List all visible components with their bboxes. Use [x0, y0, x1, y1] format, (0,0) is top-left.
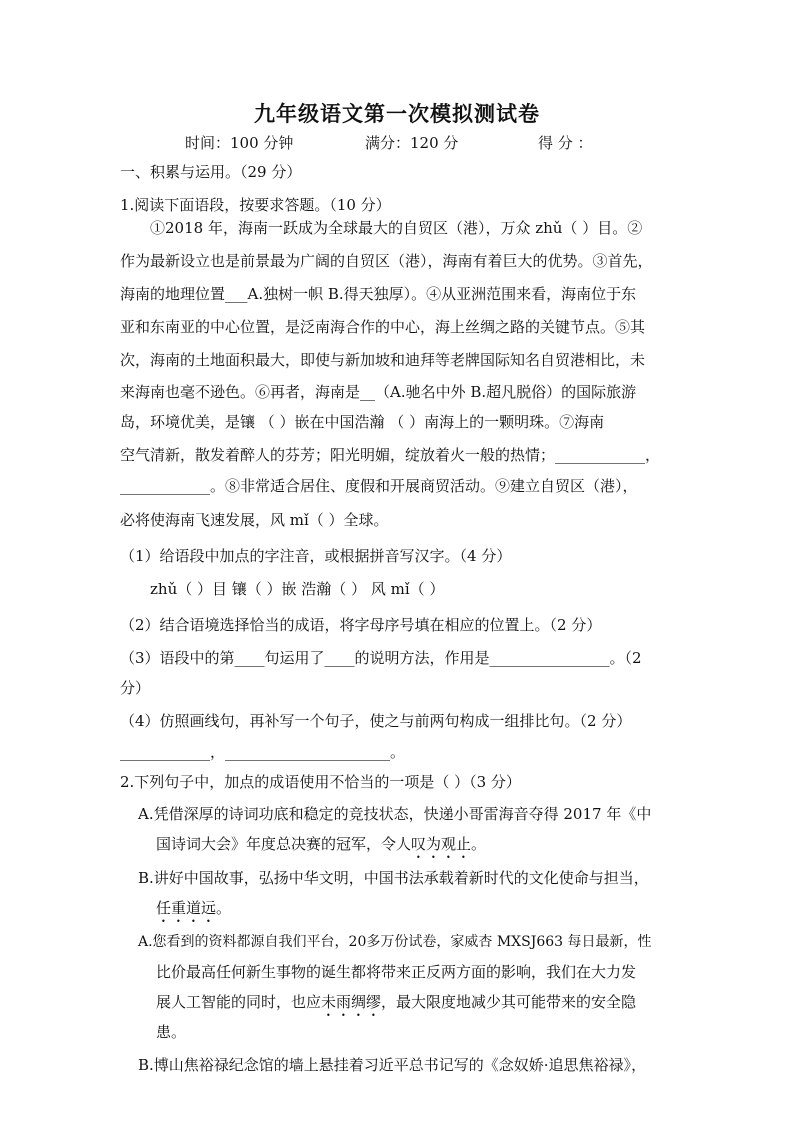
passage-line: 空气清新，散发着醉人的芬芳；阳光明媚，绽放着火一般的热情；____________， — [120, 446, 661, 464]
option-c-line3: 展人工智能的同时，也应未雨绸缪，最大限度地减少其可能带来的安全隐 — [156, 993, 637, 1011]
option-a-line1: A.凭借深厚的诗词功底和稳定的竞技状态，快递小哥雷海音夺得 2017 年《中 — [138, 805, 652, 823]
section-heading: 一、积累与运用。（29 分） — [120, 163, 302, 181]
exam-score: 得 分 ： — [538, 134, 593, 152]
exam-time: 时间：100 分钟 — [185, 134, 294, 152]
option-c-line1: A.您看到的资料都源自我们平台，20多万份试卷，家威杏 MXSJ663 每日最新，性 — [138, 934, 652, 950]
passage-line: 亚和东南亚的中心位置，是泛南海合作的中心，海上丝绸之路的关键节点。⑤其 — [120, 318, 646, 336]
passage-line: 岛，环境优美，是镶 （ ）嵌在中国浩瀚 （ ）南海上的一颗明珠。⑦海南 — [120, 413, 605, 431]
sub-question-2: （2）结合语境选择恰当的成语，将字母序号填在相应的位置上。（2 分） — [120, 616, 602, 634]
passage-line: 来海南也毫不逊色。⑥再者，海南是__（A.驰名中外 B.超凡脱俗）的国际旅游 — [120, 383, 637, 401]
option-b-line2: 任重道远。 — [156, 899, 232, 917]
passage-line: ①2018 年，海南一跃成为全球最大的自贸区（港），万众 zhǔ（ ）目。② — [150, 219, 643, 237]
passage-line: 作为最新设立也是前景最为广阔的自贸区（港），海南有着巨大的优势。③首先， — [120, 252, 653, 270]
sub-question-1-blanks: zhǔ（ ）目 镶（ ）嵌 浩瀚（ ） 风 mǐ（ ） — [150, 580, 445, 598]
sub-question-4: （4）仿照画线句，再补写一个句子，使之与前两句构成一组排比句。（2 分） — [120, 712, 632, 730]
passage-line: ____________。⑧非常适合居住、度假和开展商贸活动。⑨建立自贸区（港）， — [120, 477, 638, 495]
question-1-stem: 1.阅读下面语段，按要求答题。（10 分） — [120, 196, 391, 214]
option-c-line2: 比价最高任何新生事物的诞生都将带来正反两方面的影响，我们在大力发 — [156, 963, 637, 981]
option-b-idiom: 任重道远 — [156, 899, 217, 917]
passage-line: 海南的地理位置___A.独树一帜 B.得天独厚）。④从亚洲范围来看，海南位于东 — [120, 285, 637, 303]
option-c-idiom: 未雨绸缪 — [321, 993, 382, 1011]
option-a-line2: 国诗词大会》年度总决赛的冠军，令人叹为观止。 — [156, 835, 487, 853]
option-a-idiom: 叹为观止 — [411, 835, 472, 853]
exam-title: 九年级语文第一次模拟测试卷 — [254, 101, 540, 126]
sub-question-4-blanks: ____________，______________________。 — [120, 743, 406, 761]
passage-line: 必将使海南飞速发展，风 mǐ（ ）全球。 — [120, 511, 389, 529]
option-d-line1: B.博山焦裕禄纪念馆的墙上悬挂着习近平总书记写的《念奴娇·追思焦裕禄》， — [138, 1056, 647, 1074]
option-c-line4: 患。 — [156, 1023, 187, 1041]
sub-question-3-cont: 分） — [120, 679, 151, 697]
sub-question-3: （3）语段中的第____句运用了____的说明方法，作用是________________。（2 — [120, 649, 642, 667]
question-2-stem: 2.下列句子中，加点的成语使用不恰当的一项是（ ）（3 分） — [120, 773, 521, 791]
option-b-line1: B.讲好中国故事，弘扬中华文明，中国书法承载着新时代的文化使命与担当， — [138, 869, 649, 887]
passage-line: 次，海南的土地面积最大，即使与新加坡和迪拜等老牌国际知名自贸港相比，未 — [120, 351, 646, 369]
sub-question-1: （1）给语段中加点的字注音，或根据拼音写汉字。（4 分） — [120, 547, 512, 565]
exam-full-score: 满分：120 分 — [365, 134, 459, 152]
